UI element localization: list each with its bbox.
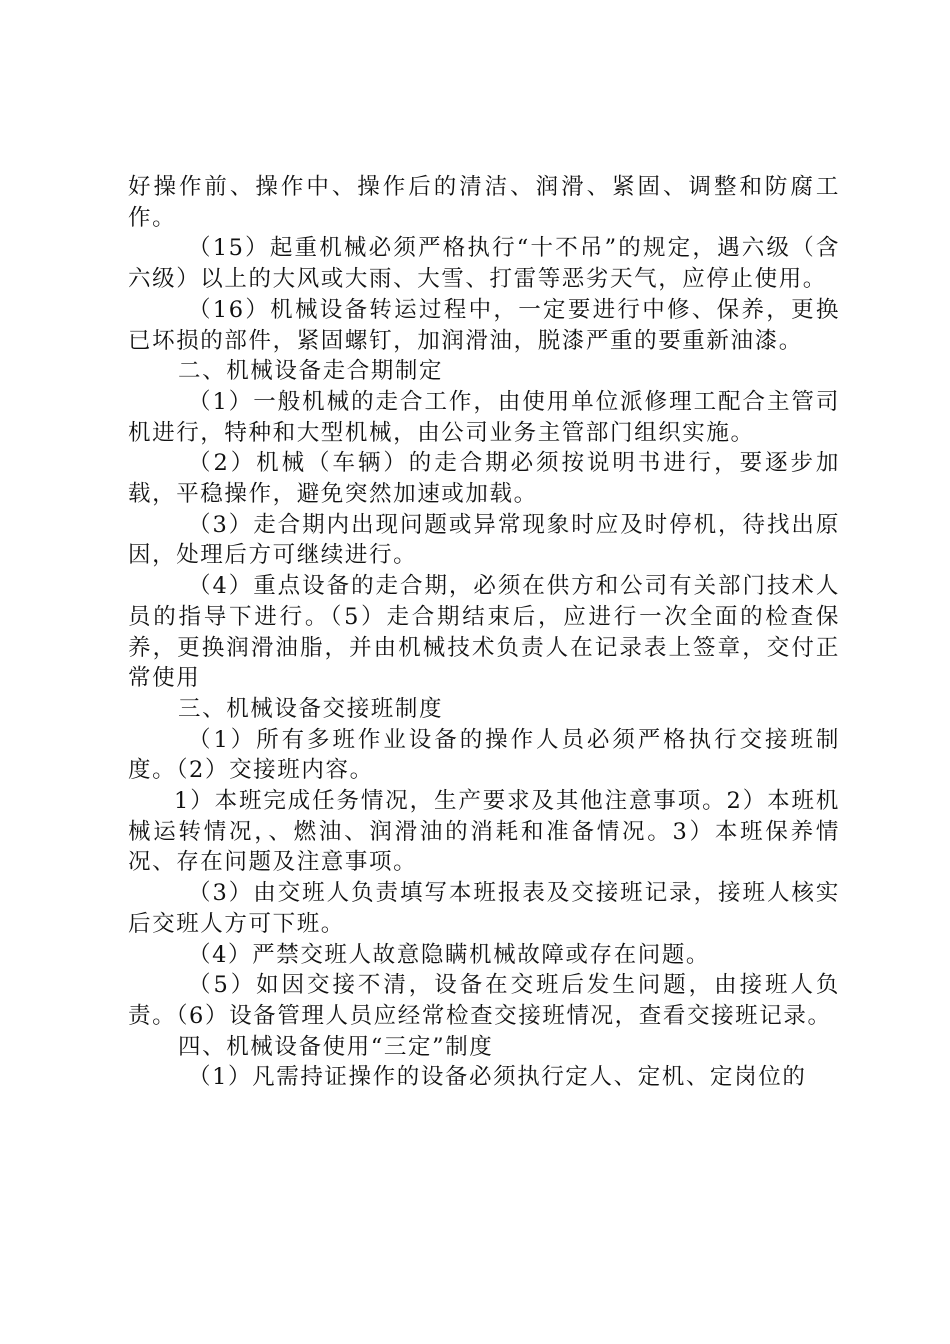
section-heading-shift-handover: 三、机械设备交接班制度 (178, 695, 444, 722)
section-heading-three-fixed-system: 四、机械设备使用“三定”制度 (178, 1033, 494, 1060)
paragraph-item-15-crane-rules: （15）起重机械必须严格执行“十不吊”的规定，遇六级（含六级）以上的大风或大雨、大雪、打雷等恶劣天气，应停止使用。 (128, 235, 840, 293)
paragraph-handover-contents: 1）本班完成任务情况，生产要求及其他注意事项。2）本班机械运转情况，、燃油、润滑油的消耗和准备情况。3）本班保养情况、存在问题及注意事项。 (128, 788, 840, 876)
paragraph-handover-item-4: （4）严禁交班人故意隐瞒机械故障或存在问题。 (188, 941, 711, 968)
paragraph-break-in-items-4-5: （4）重点设备的走合期，必须在供方和公司有关部门技术人员的指导下进行。（5）走合期结束后，应进行一次全面的检查保养，更换润滑油脂，并由机械技术负责人在记录表上签章，交付正常使用 (128, 573, 840, 692)
document-body (128, 172, 840, 1093)
paragraph-break-in-item-1: （1）一般机械的走合工作，由使用单位派修理工配合主管司机进行，特种和大型机械，由公司业务主管部门组织实施。 (128, 388, 840, 446)
paragraph-break-in-item-2: （2）机械（车辆）的走合期必须按说明书进行，要逐步加载，平稳操作，避免突然加速或加载。 (128, 450, 840, 508)
paragraph-break-in-item-3: （3）走合期内出现问题或异常现象时应及时停机，待找出原因，处理后方可继续进行。 (128, 511, 840, 569)
paragraph-item-16-transport-maintenance: （16）机械设备转运过程中，一定要进行中修、保养，更换已坏损的部件，紧固螺钉，加润滑油，脱漆严重的要重新油漆。 (128, 296, 840, 354)
paragraph-continued-maintenance: 好操作前、操作中、操作后的清洁、润滑、紧固、调整和防腐工作。 (128, 174, 840, 231)
paragraph-three-fixed-item-1: （1）凡需持证操作的设备必须执行定人、定机、定岗位的 (188, 1064, 807, 1091)
paragraph-handover-items-1-2: （1）所有多班作业设备的操作人员必须严格执行交接班制度。（2）交接班内容。 (128, 726, 840, 784)
paragraph-handover-items-5-6: （5）如因交接不清，设备在交班后发生问题，由接班人负责。（6）设备管理人员应经常检查交接班情况，查看交接班记录。 (128, 972, 840, 1029)
paragraph-handover-item-3: （3）由交班人负责填写本班报表及交接班记录，接班人核实后交班人方可下班。 (128, 880, 840, 937)
section-heading-break-in-period: 二、机械设备走合期制定 (178, 358, 444, 385)
